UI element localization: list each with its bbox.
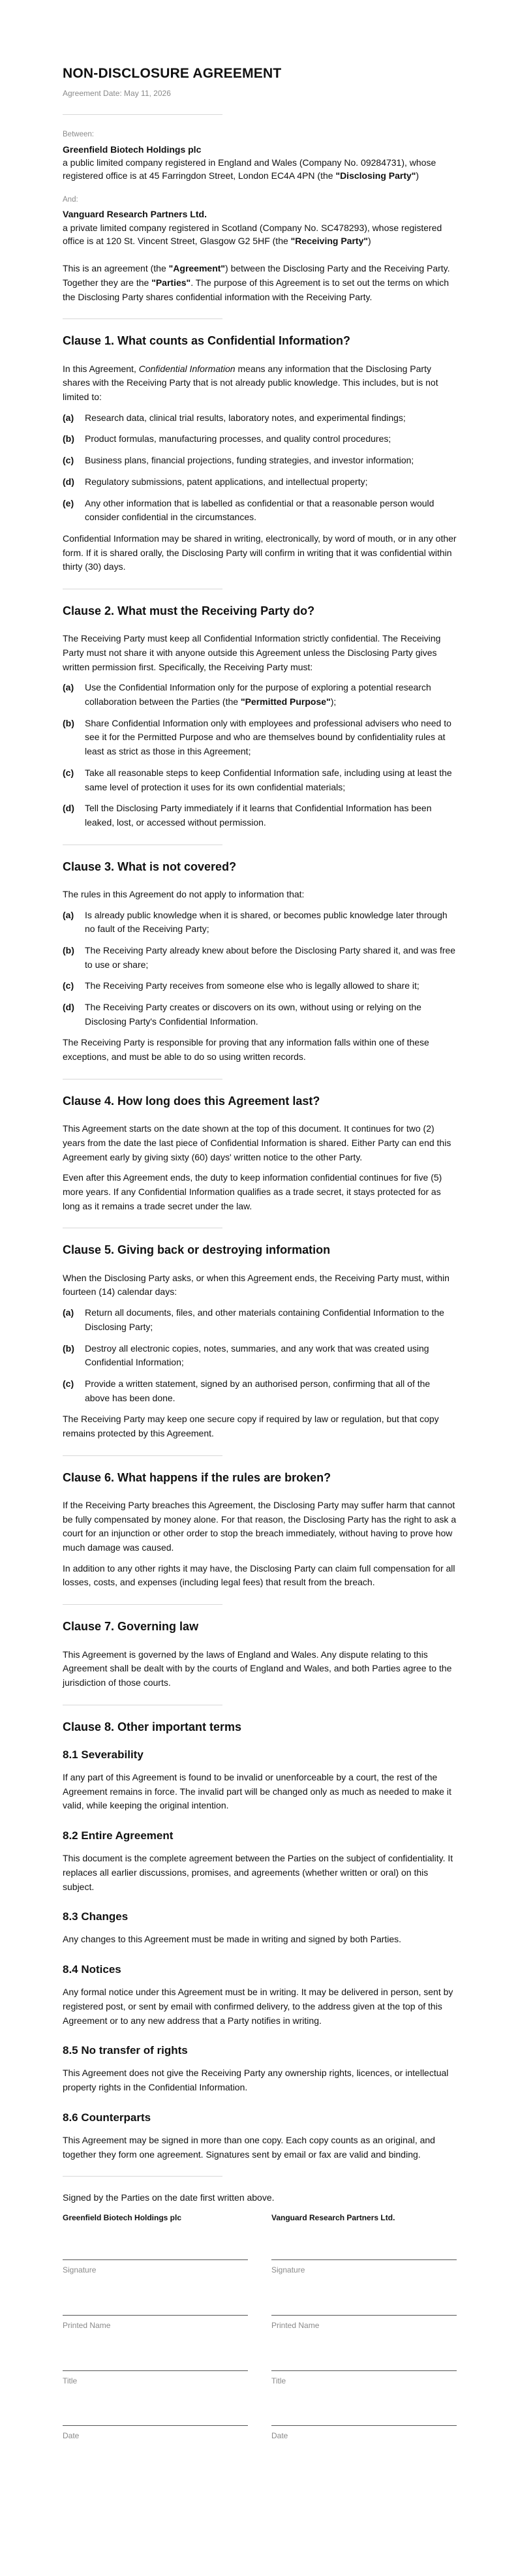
signature-party-name: Greenfield Biotech Holdings plc bbox=[63, 2212, 182, 2222]
clause-paragraph: Any formal notice under this Agreement must be in writing. It may be delivered in person, sent by registered post, or sent by email with confirmed delivery, to the address given at the top of this Agreement or to any new address that a Party notifies in writing. bbox=[63, 1987, 453, 2026]
intro-paragraph: This is an agreement (the "Agreement") between the Disclosing Party and the Receiving Party. Together they are the "Parties". The purpose of this Agreement is to set out the terms on which the Disclosing Party shares confidential information with the Receiving Party. bbox=[63, 263, 450, 302]
clause-heading: Clause 7. Governing law bbox=[63, 1620, 199, 1634]
party-block-receiving bbox=[63, 194, 457, 248]
sub-heading-no-transfer: 8.5 No transfer of rights bbox=[63, 2044, 188, 2057]
clause-paragraph: Any changes to this Agreement must be made in writing and signed by both Parties. bbox=[63, 1934, 402, 1945]
sub-heading-changes: 8.3 Changes bbox=[63, 1910, 129, 1923]
printed-name-caption: Printed Name bbox=[63, 2321, 111, 2331]
clause-list bbox=[63, 908, 457, 1029]
clause-paragraph: This Agreement starts on the date shown at the top of this document. It continues for two (2) years from the date the last piece of Confidential Information is shared. Either Party can end this Agreement early by giving sixty (60) days' written notice to the other Party. bbox=[63, 1123, 451, 1162]
agreement-date: Agreement Date: May 11, 2026 bbox=[63, 89, 171, 99]
list-item-text: Use the Confidential Information only for the purpose of exploring a potential research collaboration between the Parties (the "Permitted Purpose"); bbox=[85, 682, 431, 707]
receiving-party-name: Vanguard Research Partners Ltd. bbox=[63, 209, 207, 220]
title-caption: Title bbox=[271, 2376, 286, 2385]
signature-section bbox=[63, 2191, 457, 2468]
divider bbox=[63, 1604, 222, 1605]
printed-name-caption: Printed Name bbox=[271, 2321, 320, 2331]
clause-1 bbox=[63, 334, 457, 574]
list-item-text: Provide a written statement, signed by an authorised person, confirming that all of the above has been done. bbox=[85, 1378, 431, 1403]
clause-heading: Clause 8. Other important terms bbox=[63, 1720, 242, 1733]
clause-heading: Clause 2. What must the Receiving Party do? bbox=[63, 604, 315, 617]
clause-paragraph: Confidential Information may be shared in writing, electronically, by word of mouth, or in any other form. If it is shared orally, the Disclosing Party will confirm in writing that it was confidential within thirty (30) days. bbox=[63, 533, 457, 572]
signature-column-disclosing bbox=[63, 2212, 248, 2468]
list-item-label: (a) bbox=[63, 1307, 74, 1318]
clause-heading: Clause 5. Giving back or destroying information bbox=[63, 1243, 331, 1257]
sub-heading-counterparts: 8.6 Counterparts bbox=[63, 2111, 151, 2124]
signature-line[interactable] bbox=[271, 2247, 457, 2260]
list-item bbox=[63, 1306, 457, 1334]
between-label: Between: bbox=[63, 130, 94, 138]
date-caption: Date bbox=[63, 2431, 80, 2441]
list-item-label: (d) bbox=[63, 1002, 74, 1013]
printed-name-line[interactable] bbox=[271, 2303, 457, 2316]
list-item-label: (b) bbox=[63, 433, 74, 444]
list-item bbox=[63, 475, 457, 489]
list-item bbox=[63, 411, 457, 426]
list-item-text: Any other information that is labelled as confidential or that a reasonable person would consider confidential in the circumstances. bbox=[85, 497, 434, 523]
list-item-text: Product formulas, manufacturing processes, and quality control procedures; bbox=[85, 433, 391, 444]
list-item bbox=[63, 681, 457, 709]
list-item bbox=[63, 801, 457, 830]
clause-5 bbox=[63, 1243, 457, 1440]
list-item-label: (d) bbox=[63, 476, 74, 487]
list-item-label: (c) bbox=[63, 980, 74, 991]
list-item-label: (b) bbox=[63, 717, 74, 728]
signature-column-receiving bbox=[271, 2212, 457, 2468]
list-item bbox=[63, 944, 457, 972]
and-label: And: bbox=[63, 195, 78, 204]
receiving-party-role: "Receiving Party" bbox=[290, 235, 368, 246]
divider bbox=[63, 114, 222, 115]
clause-paragraph: In addition to any other rights it may have, the Disclosing Party can claim full compensation for all losses, costs, and expenses (including legal fees) that result from the breach. bbox=[63, 1562, 455, 1588]
list-item-text: The Receiving Party receives from someone else who is legally allowed to share it; bbox=[85, 980, 419, 991]
clause-2 bbox=[63, 604, 457, 830]
clause-paragraph: This Agreement may be signed in more than one copy. Each copy counts as an original, and together they form one agreement. Signatures sent by email or fax are valid and binding. bbox=[63, 2134, 435, 2160]
sub-heading-severability: 8.1 Severability bbox=[63, 1748, 144, 1761]
list-item bbox=[63, 454, 457, 468]
list-item bbox=[63, 717, 457, 759]
clause-7 bbox=[63, 1619, 457, 1690]
sub-heading-notices: 8.4 Notices bbox=[63, 1963, 121, 1976]
clause-8 bbox=[63, 1720, 457, 2162]
signature-line[interactable] bbox=[63, 2247, 248, 2260]
clause-list bbox=[63, 411, 457, 525]
date-line[interactable] bbox=[271, 2413, 457, 2426]
receiving-party-description: a private limited company registered in Scotland (Company No. SC478293), whose registered office is at 120 St. Vincent Street, Glasgow G2 5HF (the "Receiving Party") bbox=[63, 222, 442, 246]
list-item-text: Take all reasonable steps to keep Confidential Information safe, including using at least the same level of protection it uses for its own confidential materials; bbox=[85, 767, 452, 792]
divider bbox=[63, 2176, 222, 2177]
party-block-disclosing bbox=[63, 129, 457, 183]
clause-4 bbox=[63, 1094, 457, 1214]
list-item bbox=[63, 1001, 457, 1029]
list-item bbox=[63, 1377, 457, 1405]
list-item-label: (e) bbox=[63, 497, 74, 508]
title-caption: Title bbox=[63, 2376, 78, 2385]
clause-6 bbox=[63, 1470, 457, 1591]
disclosing-party-role: "Disclosing Party" bbox=[335, 170, 416, 181]
signature-intro: Signed by the Parties on the date first written above. bbox=[63, 2192, 275, 2203]
clause-paragraph: This document is the complete agreement between the Parties on the subject of confidentiality. It replaces all earlier discussions, promises, and agreements (whether written or oral) on this subject. bbox=[63, 1853, 453, 1892]
list-item bbox=[63, 497, 457, 525]
sub-heading-entire-agreement: 8.2 Entire Agreement bbox=[63, 1829, 174, 1842]
list-item-text: Return all documents, files, and other materials containing Confidential Information to the Disclosing Party; bbox=[85, 1307, 444, 1332]
clause-paragraph: If the Receiving Party breaches this Agreement, the Disclosing Party may suffer harm that cannot be fully compensated by money alone. For that reason, the Disclosing Party has the right to ask a court for an injunction or other order to stop the breach immediately, without having to prove how much damage was caused. bbox=[63, 1500, 457, 1553]
list-item-text: Regulatory submissions, patent applications, and intellectual property; bbox=[85, 476, 368, 487]
clause-paragraph: The Receiving Party may keep one secure copy if required by law or regulation, but that copy remains protected by this Agreement. bbox=[63, 1414, 439, 1438]
disclosing-party-description: a public limited company registered in England and Wales (Company No. 09284731), whose registered office is at 45 Farringdon Street, London EC4A 4PN (the "Disclosing Party") bbox=[63, 157, 436, 181]
list-item-text: The Receiving Party already knew about before the Disclosing Party shared it, and was free to use or share; bbox=[85, 945, 456, 970]
clause-list bbox=[63, 1306, 457, 1405]
clause-heading: Clause 6. What happens if the rules are broken? bbox=[63, 1470, 331, 1484]
clause-paragraph: When the Disclosing Party asks, or when this Agreement ends, the Receiving Party must, within fourteen (14) calendar days: bbox=[63, 1272, 449, 1297]
list-item-label: (a) bbox=[63, 682, 74, 693]
title-line[interactable] bbox=[63, 2358, 248, 2371]
list-item bbox=[63, 979, 457, 993]
disclosing-party-name: Greenfield Biotech Holdings plc bbox=[63, 144, 202, 155]
list-item bbox=[63, 766, 457, 794]
date-caption: Date bbox=[271, 2431, 288, 2441]
clause-paragraph: If any part of this Agreement is found to be invalid or unenforceable by a court, the rest of the Agreement remains in force. The invalid part will be changed only as much as needed to make it valid, while keeping the original intention. bbox=[63, 1772, 451, 1811]
list-item-label: (a) bbox=[63, 909, 74, 920]
printed-name-line[interactable] bbox=[63, 2303, 248, 2316]
clause-heading: Clause 4. How long does this Agreement last? bbox=[63, 1094, 320, 1108]
list-item-label: (b) bbox=[63, 945, 74, 956]
clause-paragraph: Even after this Agreement ends, the duty to keep information confidential continues for five (5) more years. If any Confidential Information qualifies as a trade secret, it stays protected for as long as it remains a trade secret under the law. bbox=[63, 1172, 442, 1211]
list-item bbox=[63, 432, 457, 446]
list-item-label: (c) bbox=[63, 1378, 74, 1389]
list-item-label: (b) bbox=[63, 1342, 74, 1354]
signature-table bbox=[63, 2212, 457, 2468]
list-item-text: Research data, clinical trial results, laboratory notes, and experimental findings; bbox=[85, 412, 406, 423]
clause-list bbox=[63, 717, 457, 830]
clause-paragraph: In this Agreement, Confidential Information means any information that the Disclosing Party shares with the Receiving Party that is not already public knowledge. This includes, but is not limited to: bbox=[63, 363, 438, 403]
list-item-text: Business plans, financial projections, funding strategies, and investor information; bbox=[85, 455, 414, 466]
signature-party-name: Vanguard Research Partners Ltd. bbox=[271, 2212, 395, 2222]
clause-heading: Clause 3. What is not covered? bbox=[63, 860, 237, 873]
date-line[interactable] bbox=[63, 2413, 248, 2426]
clause-3 bbox=[63, 860, 457, 1064]
divider bbox=[63, 1455, 222, 1456]
list-item-label: (c) bbox=[63, 455, 74, 466]
title-line[interactable] bbox=[271, 2358, 457, 2371]
list-item-text: Destroy all electronic copies, notes, summaries, and any work that was created using Confidential Information; bbox=[85, 1342, 429, 1368]
document-title: NON-DISCLOSURE AGREEMENT bbox=[63, 66, 282, 81]
list-item-label: (d) bbox=[63, 803, 74, 814]
clause-paragraph: This Agreement is governed by the laws of England and Wales. Any dispute relating to this Agreement shall be dealt with by the courts of England and Wales, and both Parties agree to the jurisdiction of those courts. bbox=[63, 1649, 452, 1688]
divider bbox=[63, 318, 222, 319]
signature-caption: Signature bbox=[271, 2265, 305, 2275]
list-item-label: (a) bbox=[63, 412, 74, 423]
clause-paragraph: This Agreement does not give the Receiving Party any ownership rights, licences, or intellectual property rights in the Confidential Information. bbox=[63, 2068, 449, 2093]
list-item-text: Tell the Disclosing Party immediately if it learns that Confidential Information has been leaked, lost, or accessed without permission. bbox=[85, 803, 432, 828]
list-item-text: Share Confidential Information only with employees and professional advisers who need to see it for the Permitted Purpose and who are themselves bound by confidentiality rules at least as strict as those in this Agreement; bbox=[85, 717, 451, 757]
clause-paragraph: The Receiving Party must keep all Confidential Information strictly confidential. The Receiving Party must not share it with anyone outside this Agreement unless the Disclosing Party gives written permission first. Specifically, the Receiving Party must: bbox=[63, 633, 441, 672]
clause-heading: Clause 1. What counts as Confidential Information? bbox=[63, 334, 351, 348]
list-item bbox=[63, 908, 457, 937]
list-item-text: The Receiving Party creates or discovers on its own, without using or relying on the Disclosing Party's Confidential Information. bbox=[85, 1002, 421, 1027]
list-item-label: (c) bbox=[63, 767, 74, 778]
list-item-text: Is already public knowledge when it is shared, or becomes public knowledge later through no fault of the Receiving Party; bbox=[85, 909, 448, 935]
signature-caption: Signature bbox=[63, 2265, 97, 2275]
clause-paragraph: The rules in this Agreement do not apply to information that: bbox=[63, 888, 305, 899]
clause-paragraph: The Receiving Party is responsible for proving that any information falls within one of these exceptions, and must be able to do so using written records. bbox=[63, 1037, 429, 1063]
list-item bbox=[63, 1342, 457, 1370]
